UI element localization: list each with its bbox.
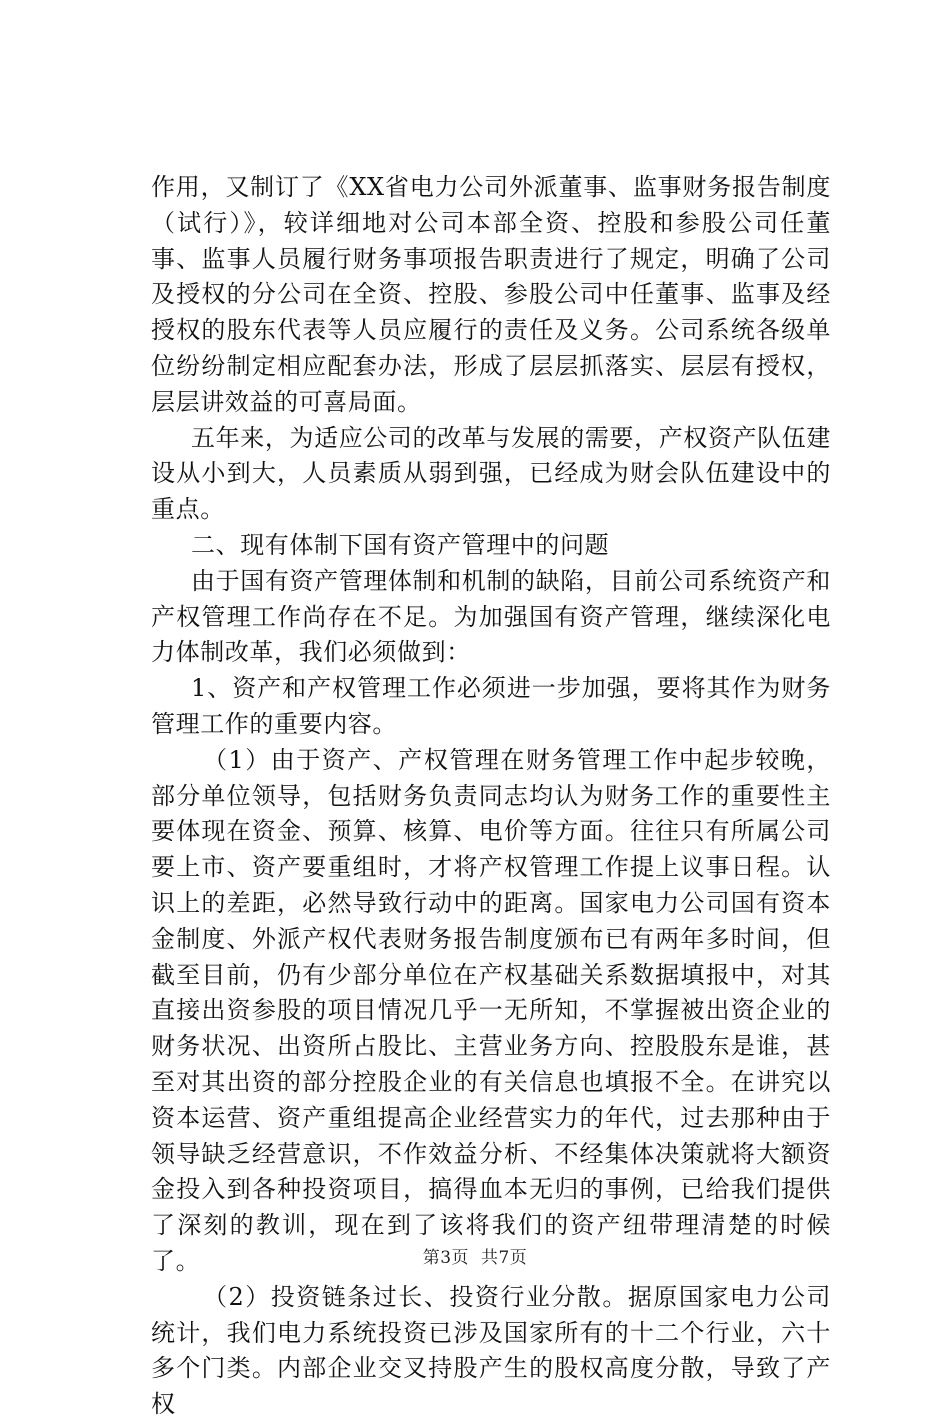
- paragraph-intro-deficiencies: 由于国有资产管理体制和机制的缺陷，目前公司系统资产和产权管理工作尚存在不足。为加强国有资产管理，继续深化电力体制改革，我们必须做到：: [151, 566, 831, 667]
- paragraph-team-building: 五年来，为适应公司的改革与发展的需要，产权资产队伍建设从小到大，人员素质从弱到强，已经成为财会队伍建设中的重点。: [151, 423, 831, 524]
- section-heading-problems: 二、现有体制下国有资产管理中的问题: [191, 530, 610, 559]
- paragraph-item-1: 1、资产和产权管理工作必须进一步加强，要将其作为财务管理工作的重要内容。: [151, 674, 831, 738]
- document-body: [151, 170, 831, 1423]
- paragraph-continuation: 作用，又制订了《XX省电力公司外派董事、监事财务报告制度（试行）》，较详细地对公司本部全资、控股和参股公司任董事、监事人员履行财务事项报告职责进行了规定，明确了公司及授权的分公司在全资、控股、参股公司中任董事、监事及经授权的股东代表等人员应履行的责任及义务。公司系统各级单位纷纷制定相应配套办法，形成了层层抓落实、层层有授权，层层讲效益的可喜局面。: [151, 173, 831, 416]
- paragraph-subitem-1: （1）由于资产、产权管理在财务管理工作中起步较晚，部分单位领导，包括财务负责同志均认为财务工作的重要性主要体现在资金、预算、核算、电价等方面。往往只有所属公司要上市、资产要重组时，才将产权管理工作提上议事日程。认识上的差距，必然导致行动中的距离。国家电力公司国有资本金制度、外派产权代表财务报告制度颁布已有两年多时间，但截至目前，仍有少部分单位在产权基础关系数据填报中，对其直接出资参股的项目情况几乎一无所知，不掌握被出资企业的财务状况、出资所占股比、主营业务方向、控股股东是谁，甚至对其出资的部分控股企业的有关信息也填报不全。在讲究以资本运营、资产重组提高企业经营实力的年代，过去那种由于领导缺乏经营意识，不作效益分析、不经集体决策就将大额资金投入到各种投资项目，搞得血本无归的事例，已给我们提供了深刻的教训，现在到了该将我们的资产纽带理清楚的时候了。: [151, 745, 831, 1275]
- page-footer: [0, 1243, 950, 1268]
- page-total: 共7页: [480, 1248, 528, 1268]
- paragraph-subitem-2: （2）投资链条过长、投资行业分散。据原国家电力公司统计，我们电力系统投资已涉及国家所有的十二个行业，六十多个门类。内部企业交叉持股产生的股权高度分散，导致了产权: [151, 1282, 831, 1419]
- page-number: 第3页: [422, 1248, 470, 1268]
